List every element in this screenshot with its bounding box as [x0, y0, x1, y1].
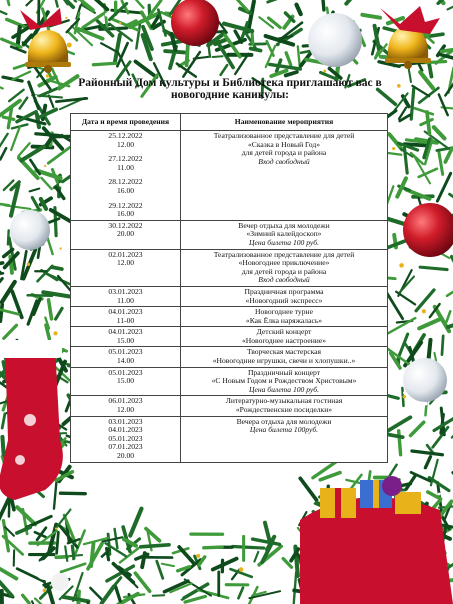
pine-needle [56, 308, 62, 319]
pine-needle [9, 90, 24, 102]
table-row [71, 249, 388, 286]
pine-needle [442, 50, 453, 52]
event-admission-note: Вход свободный [258, 275, 310, 285]
bauble-icon [171, 0, 219, 46]
pine-needle [51, 0, 58, 7]
pine-needle [199, 557, 205, 565]
pine-needle [101, 43, 117, 52]
pine-needle [130, 509, 141, 536]
event-date: 04.01.2023 [108, 425, 143, 435]
event-datetime-cell [71, 367, 181, 396]
title-line: Районный Дом культуры и Библиотека приглашают вас в [78, 77, 382, 89]
event-date: 06.01.2023 [108, 396, 143, 406]
pine-needle [0, 305, 2, 322]
event-time: 11.00 [117, 295, 134, 305]
sparkle [403, 395, 406, 398]
pine-needle [2, 437, 3, 457]
sparkle [37, 328, 42, 333]
pine-needle [4, 325, 17, 338]
pine-needle [93, 63, 116, 65]
pine-needle [72, 546, 73, 558]
sparkle [46, 74, 49, 77]
sparkle [429, 96, 434, 101]
event-time: 12.00 [116, 258, 135, 268]
pine-needle [346, 0, 364, 4]
pine-needle [32, 197, 38, 209]
pine-needle [411, 89, 414, 119]
pine-needle [115, 35, 120, 62]
event-admission-note: Цена билета 100руб. [249, 425, 319, 435]
event-detail: для детей города и района [241, 266, 327, 276]
pine-needle [49, 300, 52, 319]
pine-needle [362, 15, 380, 18]
table-row [71, 347, 388, 367]
sparkle [280, 43, 283, 46]
sparkle [323, 70, 326, 73]
pine-needle [439, 150, 443, 174]
sparkle [403, 391, 406, 394]
pine-needle [448, 323, 453, 327]
event-name: Праздничный концерт [247, 367, 321, 377]
table-row [71, 307, 388, 327]
event-datetime-cell [71, 286, 181, 306]
sparkle [196, 554, 200, 558]
sparkle [178, 595, 182, 599]
event-date: 30.12.2022 [108, 220, 143, 230]
sparkle [53, 331, 57, 335]
event-admission-note: Вход свободный [258, 156, 310, 166]
pine-needle [415, 108, 433, 114]
event-detail: «Как Ёлка наряжалась» [245, 315, 323, 325]
bauble-icon [403, 203, 453, 257]
pine-needle [88, 544, 102, 569]
event-name: Детский концерт [256, 327, 312, 337]
sparkle [424, 402, 428, 406]
pine-needle [213, 559, 237, 570]
pine-needle [442, 336, 443, 355]
pine-needle [11, 127, 20, 150]
event-date: 29.12.2022 [108, 200, 143, 210]
pine-needle [61, 564, 85, 572]
pine-needle [419, 319, 439, 328]
sparkle [55, 527, 57, 529]
sparkle [105, 13, 109, 17]
pine-needle [448, 1, 453, 10]
pine-needle [6, 0, 9, 5]
pine-needle [248, 1, 254, 31]
sparkle [399, 263, 404, 268]
event-date: 28.12.2022 [108, 177, 143, 187]
pine-needle [286, 72, 297, 75]
event-time: 11.00 [117, 162, 134, 172]
pine-needle [7, 19, 27, 27]
sparkle [71, 482, 73, 484]
event-description-cell [181, 416, 388, 462]
pine-needle [0, 8, 6, 14]
sparkle [65, 17, 67, 19]
event-date: 03.01.2023 [108, 416, 143, 426]
event-time: 15.00 [116, 376, 135, 386]
event-datetime-cell [71, 327, 181, 347]
event-name: Вечера отдыха для молодежи [236, 416, 332, 426]
pine-needle [445, 149, 452, 162]
pine-needle [389, 134, 402, 149]
table-row [71, 416, 388, 462]
pine-needle [90, 588, 101, 600]
event-detail: «Сказка в Новый Год» [247, 139, 321, 149]
pine-needle [388, 318, 416, 333]
event-description-cell [181, 307, 388, 327]
event-detail: для детей города и района [241, 148, 327, 158]
pine-needle [30, 189, 40, 192]
event-date: 05.01.2023 [108, 433, 143, 443]
pine-needle [221, 65, 228, 75]
pine-needle [135, 573, 149, 591]
sparkle [239, 567, 244, 572]
pine-needle [434, 127, 445, 138]
sparkle [10, 64, 13, 67]
event-datetime-cell [71, 307, 181, 327]
event-date: 05.01.2023 [108, 367, 143, 377]
pine-needle [0, 148, 6, 159]
event-name: Театрализованное представление для детей [213, 131, 355, 140]
pine-needle [420, 267, 447, 269]
column-header-datetime: Дата и время проведения [71, 114, 181, 131]
pine-needle [0, 81, 3, 88]
event-date: 04.01.2023 [108, 307, 143, 317]
pine-needle [162, 564, 174, 566]
event-description-cell [181, 347, 388, 367]
sparkle [422, 309, 426, 313]
pine-needle [37, 266, 52, 281]
sparkle [59, 247, 61, 249]
pine-needle [17, 527, 30, 533]
table-row [71, 286, 388, 306]
pine-needle [450, 194, 453, 205]
pine-needle [412, 451, 442, 455]
pine-needle [238, 588, 243, 599]
event-time: 20.00 [116, 229, 135, 239]
pine-needle [141, 545, 169, 547]
event-name: Новогоднее турне [255, 307, 313, 317]
event-time: 14.00 [116, 356, 135, 366]
pine-needle [0, 279, 2, 293]
event-datetime-cell [71, 416, 181, 462]
sparkle [392, 147, 395, 150]
pine-needle [251, 49, 261, 51]
pine-needle [116, 587, 121, 601]
event-description-cell [181, 131, 388, 221]
event-detail: «С Новым Годом и Рождеством Христовым» [211, 376, 357, 386]
pine-needle [2, 414, 5, 428]
pine-needle [253, 539, 280, 544]
sparkle [27, 546, 31, 550]
pine-needle [0, 263, 3, 268]
event-description-cell [181, 367, 388, 396]
event-detail: «Новогодний экспресс» [245, 295, 323, 305]
stocking-icon [0, 340, 63, 500]
pine-needle [429, 64, 431, 77]
pine-needle [416, 290, 434, 311]
table-row [71, 131, 388, 221]
event-date: 05.01.2023 [108, 347, 143, 357]
event-datetime-cell [71, 347, 181, 367]
pine-needle [268, 0, 282, 2]
sparkle [27, 263, 30, 266]
table-row [71, 367, 388, 396]
event-description-cell [181, 286, 388, 306]
event-name: Литературно-музыкальная гостиная [225, 396, 343, 406]
table-header-row [71, 114, 388, 131]
event-time: 16.00 [116, 185, 135, 195]
event-datetime-cell [71, 249, 181, 286]
sparkle [59, 183, 63, 187]
pine-needle [399, 431, 401, 455]
pine-needle [447, 281, 453, 296]
event-detail: «Новогоднее настроение» [241, 335, 327, 345]
event-admission-note: Цена билета 100 руб. [248, 237, 320, 247]
title-line: новогодние каникулы: [170, 89, 289, 101]
event-datetime-cell [71, 220, 181, 249]
event-date: 03.01.2023 [108, 286, 143, 296]
pine-needle [388, 153, 401, 155]
pine-needle [12, 72, 30, 80]
event-description-cell [181, 249, 388, 286]
sparkle [438, 493, 441, 496]
pine-needle [321, 0, 323, 10]
pine-needle [133, 0, 144, 8]
event-detail: «Зимний калейдоскоп» [246, 229, 322, 239]
event-name: Творческая мастерская [246, 347, 322, 357]
pine-needle [447, 311, 451, 321]
pine-needle [298, 46, 300, 67]
pine-needle [65, 546, 67, 561]
pine-needle [415, 158, 430, 183]
event-name: Праздничная программа [244, 286, 324, 296]
events-table [70, 113, 388, 463]
bauble-icon [10, 210, 50, 250]
pine-needle [387, 293, 403, 319]
pine-needle [57, 532, 59, 553]
sparkle [449, 550, 452, 553]
pine-needle [102, 587, 114, 604]
pine-needle [18, 27, 20, 46]
table-row [71, 396, 388, 416]
pine-needle [41, 178, 51, 189]
pine-needle [296, 5, 300, 14]
sparkle [35, 95, 37, 97]
event-date: 07.01.2023 [108, 442, 143, 452]
pine-needle [52, 267, 62, 269]
column-header-event: Наименование мероприятия [181, 114, 388, 131]
pine-needle [36, 134, 59, 136]
event-description-cell [181, 220, 388, 249]
event-name: Театрализованное представление для детей [213, 249, 355, 259]
pine-needle [54, 479, 57, 509]
table-row [71, 220, 388, 249]
sparkle [76, 1, 81, 6]
pine-needle [270, 64, 301, 69]
event-time: 16.00 [116, 209, 135, 219]
event-name: Вечер отдыха для молодежи [238, 220, 330, 230]
event-date: 04.01.2023 [108, 327, 143, 337]
pine-needle [254, 552, 258, 562]
pine-needle [439, 94, 448, 115]
pine-needle [265, 523, 270, 543]
sparkle [397, 84, 401, 88]
event-date: 27.12.2022 [108, 154, 143, 164]
pine-needle [286, 53, 291, 65]
sparkle [43, 589, 47, 593]
pine-needle [8, 230, 9, 244]
pine-needle [0, 203, 9, 205]
event-time: 12.00 [116, 139, 135, 149]
pine-needle [294, 572, 296, 603]
sparkle [119, 22, 122, 25]
pine-needle [448, 556, 453, 568]
event-detail: «Новогоднее приключение» [238, 258, 330, 268]
event-time: 11-00 [116, 315, 135, 325]
event-date: 20.00 [116, 451, 135, 460]
pine-needle [411, 422, 424, 435]
pine-needle [23, 595, 30, 603]
event-admission-note: Цена билета 100 руб. [248, 384, 320, 394]
table-row [71, 327, 388, 347]
event-date: 02.01.2023 [108, 249, 143, 259]
sparkle [400, 369, 405, 374]
event-detail: «Новогодние игрушки, свечи и хлопушки..» [212, 356, 356, 366]
pine-needle [425, 457, 430, 468]
event-detail: «Рождественские посиделки» [235, 405, 333, 415]
event-time: 12.00 [116, 405, 135, 415]
pine-needle [0, 273, 3, 276]
event-description-cell [181, 327, 388, 347]
event-datetime-cell [71, 131, 181, 221]
pine-needle [300, 478, 316, 500]
bauble-icon [403, 358, 447, 402]
pine-needle [204, 547, 222, 548]
sparkle [67, 43, 72, 48]
event-description-cell [181, 396, 388, 416]
pine-needle [114, 578, 120, 586]
event-datetime-cell [71, 396, 181, 416]
event-date: 25.12.2022 [108, 131, 143, 140]
bauble-icon [308, 13, 362, 67]
sparkle [414, 102, 419, 107]
page-title [75, 77, 385, 101]
pine-needle [437, 173, 450, 201]
pine-needle [320, 473, 340, 480]
sparkle [44, 165, 46, 167]
pine-needle [406, 475, 416, 489]
event-time: 15.00 [116, 335, 135, 345]
pine-needle [63, 597, 88, 601]
pine-needle [213, 56, 223, 57]
pine-needle [233, 547, 264, 549]
